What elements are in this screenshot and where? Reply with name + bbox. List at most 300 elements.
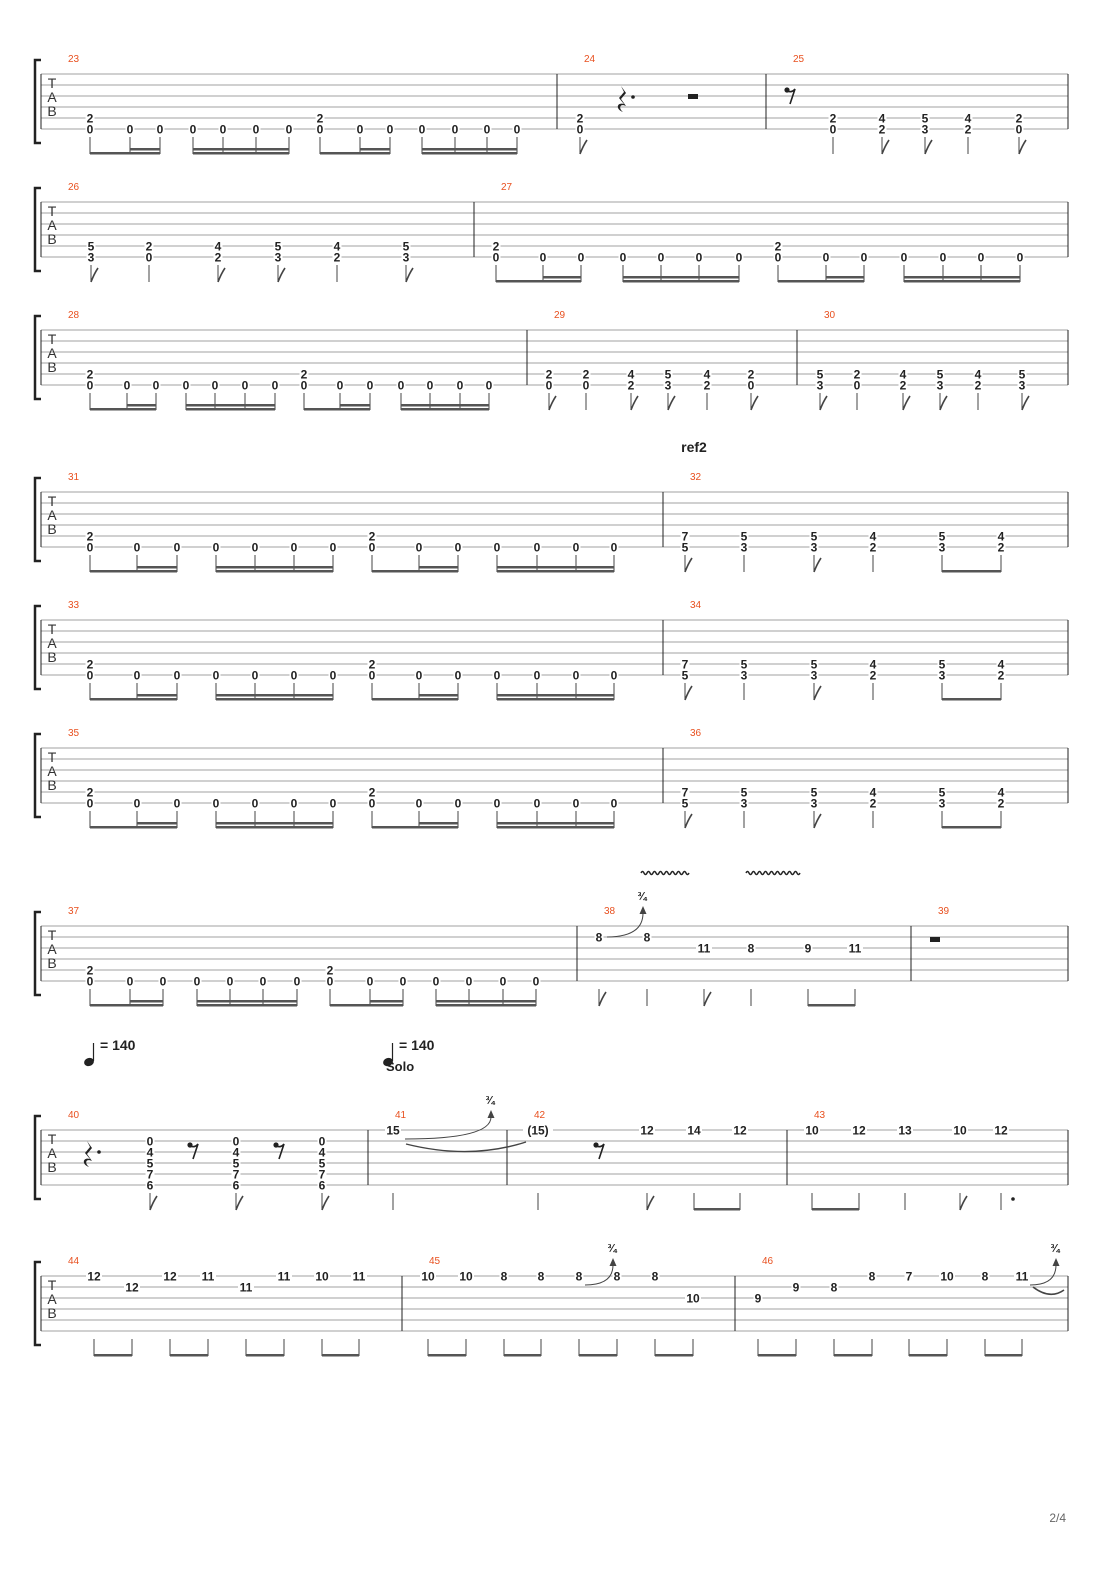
fret-number: 0 [483,122,491,137]
fret-number: 0 [454,540,462,555]
fret-number: 0 [293,974,301,989]
fret-number: 0 [368,796,376,811]
bar-number: 24 [584,54,596,65]
fret-number: 0 [193,974,201,989]
beam [193,152,289,155]
fret-number: 3 [938,796,946,811]
fret-number: 0 [173,668,181,683]
fret-number: 0 [356,122,364,137]
tab-clef-letter: T [47,203,57,219]
fret-number: 0 [159,974,167,989]
fret-number: 0 [285,122,293,137]
note-flag [903,396,910,410]
bar-number: 40 [68,1110,80,1121]
fret-number: 0 [212,540,220,555]
bar-number: 37 [68,906,80,917]
fret-number: 12 [163,1269,177,1284]
note-flag [406,268,413,282]
fret-number: 4 [899,367,907,382]
fret-number: 5 [810,785,818,800]
fret-number: 2 [1015,111,1023,126]
fret-number: 0 [582,378,590,393]
fret-number: 4 [214,239,222,254]
fret-number: 0 [533,540,541,555]
fret-number: 0 [829,122,837,137]
fret-number: 11 [1015,1269,1029,1284]
beam [372,570,458,573]
fret-number: 0 [513,122,521,137]
beam [186,404,275,407]
beam [834,1354,872,1357]
note-flag [549,396,556,410]
fret-number: 0 [133,540,141,555]
section-label: Solo [386,1059,415,1074]
system-bracket [35,1262,41,1345]
beam [942,826,1001,829]
fret-number: 9 [804,941,812,956]
fret-number: 5 [318,1156,326,1171]
beam [322,1354,359,1357]
beam [90,152,160,155]
fret-number: 3 [936,378,944,393]
fret-number: 4 [974,367,982,382]
fret-number: 7 [905,1269,913,1284]
tab-system [35,1262,1068,1357]
fret-number: 0 [432,974,440,989]
fret-number: 0 [485,378,493,393]
beam [137,566,177,569]
tab-clef-letter: T [47,1277,57,1293]
beam [401,408,489,411]
fret-number: 0 [451,122,459,137]
fret-number: 2 [997,668,1005,683]
fret-number: 0 [426,378,434,393]
system-bracket [35,1116,41,1199]
fret-number: 0 [133,796,141,811]
bend-amount: ¾ [637,891,647,903]
vibrato-mark [641,872,689,875]
fret-number: 2 [774,239,782,254]
fret-number: 14 [687,1123,701,1138]
fret-number: 3 [810,796,818,811]
fret-number: 7 [146,1167,154,1182]
fret-number: 0 [251,796,259,811]
fret-number: 8 [830,1280,838,1295]
fret-number: 0 [572,796,580,811]
bend-amount: ¾ [607,1243,617,1255]
bar-number: 31 [68,472,80,483]
fret-number: 5 [146,1156,154,1171]
bar-number: 39 [938,906,950,917]
fret-number: 8 [747,941,755,956]
note-flag [685,558,692,572]
bar-number: 46 [762,1256,774,1267]
fret-number: 0 [532,974,540,989]
fret-number: 0 [173,540,181,555]
fret-number: 4 [997,529,1005,544]
fret-number: 0 [572,540,580,555]
fret-number: 3 [740,668,748,683]
beam [137,822,177,825]
beam [497,694,614,697]
fret-number: 6 [318,1178,326,1193]
fret-number: 0 [123,378,131,393]
beam [130,148,160,151]
beam [330,1004,403,1007]
tab-clef-letter: A [47,635,57,651]
beam [419,566,458,569]
beam [401,404,489,407]
fret-number: 3 [816,378,824,393]
fret-number: 10 [686,1291,700,1306]
beam [419,822,458,825]
fret-number: 2 [86,657,94,672]
fret-number: 3 [740,540,748,555]
tab-clef-letter: A [47,763,57,779]
fret-number: 0 [146,1134,154,1149]
fret-number: 5 [740,657,748,672]
fret-number: 2 [829,111,837,126]
fret-number: 0 [399,974,407,989]
tab-clef-letter: A [47,217,57,233]
fret-number: 8 [613,1269,621,1284]
fret-number: 0 [232,1134,240,1149]
fret-number: 0 [576,122,584,137]
tab-system [35,188,1068,283]
fret-number: 0 [133,668,141,683]
fret-number: 0 [86,122,94,137]
tab-clef-letter: B [47,103,57,119]
fret-number: 0 [415,796,423,811]
tab-system [35,316,1068,411]
half-rest [930,937,940,942]
fret-number: 0 [366,378,374,393]
fret-number: 7 [681,529,689,544]
fret-number: 0 [545,378,553,393]
fret-number: 0 [853,378,861,393]
bend-arrow [1030,1265,1056,1285]
beam [197,1000,297,1003]
beam [216,694,333,697]
beam [372,698,458,701]
bar-number: 30 [824,310,836,321]
note-flag [925,140,932,154]
fret-number: 3 [1018,378,1026,393]
rhythm-dot [97,1150,101,1154]
fret-number: 0 [454,668,462,683]
fret-number: 2 [86,785,94,800]
rhythm-dot [631,95,635,99]
fret-number: 10 [315,1269,329,1284]
fret-number: 5 [938,657,946,672]
note-flag [647,1196,654,1210]
beam [216,698,333,701]
fret-number: 10 [953,1123,967,1138]
fret-number: 0 [126,974,134,989]
bar-number: 34 [690,600,702,611]
bar-number: 25 [793,54,805,65]
beam [137,694,177,697]
fret-number: 4 [703,367,711,382]
fret-number: 0 [173,796,181,811]
fret-number: 5 [681,796,689,811]
fret-number: 0 [86,974,94,989]
note-flag [218,268,225,282]
fret-number: 2 [300,367,308,382]
fret-number: 9 [754,1291,762,1306]
fret-number: 5 [921,111,929,126]
bar-number: 45 [429,1256,441,1267]
fret-number: 0 [152,378,160,393]
beam [216,822,333,825]
fret-number: 8 [537,1269,545,1284]
beam [985,1354,1022,1357]
fret-number: 11 [201,1269,215,1284]
fret-number: 5 [232,1156,240,1171]
fret-number: 0 [189,122,197,137]
fret-number: 2 [333,250,341,265]
note-flag [685,686,692,700]
fret-number: 0 [318,1134,326,1149]
note-flag [882,140,889,154]
fret-number: 0 [493,540,501,555]
fret-number: 2 [86,367,94,382]
bar-number: 28 [68,310,80,321]
system-bracket [35,912,41,995]
fret-number: 2 [869,540,877,555]
beam [623,280,739,283]
fret-number: 0 [366,974,374,989]
fret-number: 7 [232,1167,240,1182]
beam [372,826,458,829]
fret-number: 8 [595,930,603,945]
fret-number: 3 [938,540,946,555]
fret-number: 0 [610,668,618,683]
fret-number: 2 [214,250,222,265]
fret-number: 11 [848,941,862,956]
fret-number: 2 [368,529,376,544]
beam [497,566,614,569]
tab-clef-letter: A [47,345,57,361]
fret-number: 6 [232,1178,240,1193]
tempo-marking: = 140 [399,1037,435,1053]
fret-number: 0 [329,796,337,811]
beam [497,826,614,829]
tab-clef-letter: B [47,359,57,375]
beam [216,566,333,569]
fret-number: 5 [87,239,95,254]
fret-number: 2 [869,668,877,683]
note-flag [1022,396,1029,410]
bend-arrow [610,1258,617,1266]
bend-arrow [405,1117,491,1139]
fret-number: 0 [86,796,94,811]
beam [422,148,517,151]
fret-number: 0 [329,668,337,683]
bend-arrow [1053,1258,1060,1266]
fret-number: 11 [239,1280,253,1295]
fret-number: 7 [318,1167,326,1182]
fret-number: 0 [533,796,541,811]
tab-clef-letter: B [47,521,57,537]
beam [90,1004,163,1007]
beam [94,1354,132,1357]
fret-number: 2 [997,796,1005,811]
fret-number: 2 [86,529,94,544]
bar-number: 43 [814,1110,826,1121]
fret-number: 4 [333,239,341,254]
fret-number: 0 [386,122,394,137]
fret-number: 4 [627,367,635,382]
note-flag [580,140,587,154]
bar-number: 41 [395,1110,407,1121]
bar-number: 32 [690,472,702,483]
fret-number: 0 [251,540,259,555]
note-flag [685,814,692,828]
fret-number: 4 [318,1145,326,1160]
fret-number: 0 [493,668,501,683]
bar-number: 23 [68,54,80,65]
note-flag [814,558,821,572]
tab-clef-letter: T [47,1131,57,1147]
quarter-rest [618,86,626,112]
note-flag [960,1196,967,1210]
fret-number: 5 [938,785,946,800]
fret-number: 5 [681,668,689,683]
fret-number: 3 [402,250,410,265]
fret-number: 0 [368,668,376,683]
fret-number: 0 [271,378,279,393]
beam [436,1004,536,1007]
bar-number: 33 [68,600,80,611]
fret-number: 0 [86,540,94,555]
fret-number: 0 [300,378,308,393]
beam [543,276,581,279]
beam [186,408,275,411]
fret-number: 12 [640,1123,654,1138]
note-flag [814,686,821,700]
fret-number: 2 [145,239,153,254]
fret-number: 12 [87,1269,101,1284]
beam [370,1000,403,1003]
fret-number: 0 [415,540,423,555]
fret-number: 11 [277,1269,291,1284]
fret-number: 0 [329,540,337,555]
tab-clef-letter: B [47,777,57,793]
fret-number: 4 [997,785,1005,800]
fret-number: 0 [211,378,219,393]
fret-number: 5 [936,367,944,382]
fret-number: 2 [974,378,982,393]
fret-number: 10 [940,1269,954,1284]
fret-number: 2 [703,378,711,393]
fret-number: 5 [681,540,689,555]
beam [504,1354,541,1357]
note-flag [236,1196,243,1210]
beam [419,694,458,697]
bend-arrow [585,1265,613,1285]
note-flag [940,396,947,410]
fret-number: 8 [868,1269,876,1284]
tab-clef-letter: T [47,75,57,91]
beam [90,408,156,411]
tab-clef-letter: T [47,927,57,943]
beam [496,280,581,283]
beam [579,1354,617,1357]
beam [942,570,1001,573]
beam [422,152,517,155]
fret-number: 8 [643,930,651,945]
fret-number: 4 [146,1145,154,1160]
fret-number: 5 [402,239,410,254]
fret-number: 0 [290,796,298,811]
fret-number: (15) [527,1123,549,1138]
fret-number: 0 [219,122,227,137]
fret-number: 5 [664,367,672,382]
system-bracket [35,478,41,561]
note-flag [820,396,827,410]
fret-number: 3 [921,122,929,137]
fret-number: 0 [145,250,153,265]
beam [90,570,177,573]
fret-number: 0 [326,974,334,989]
fret-number: 0 [156,122,164,137]
fret-number: 12 [125,1280,139,1295]
bend-amount: ¾ [485,1095,495,1107]
bar-number: 29 [554,310,566,321]
fret-number: 0 [619,250,627,265]
fret-number: 10 [459,1269,473,1284]
note-flag [704,992,711,1006]
fret-number: 0 [977,250,985,265]
fret-number: 0 [316,122,324,137]
tab-clef-letter: T [47,621,57,637]
note-flag [1019,140,1026,154]
fret-number: 6 [146,1178,154,1193]
fret-number: 2 [368,785,376,800]
system-bracket [35,734,41,817]
fret-number: 2 [853,367,861,382]
beam [497,822,614,825]
fret-number: 2 [747,367,755,382]
bend-arrow [640,906,647,914]
fret-number: 2 [869,796,877,811]
bar-number: 35 [68,728,80,739]
fret-number: 11 [697,941,711,956]
fret-number: 2 [316,111,324,126]
fret-number: 2 [368,657,376,672]
fret-number: 2 [86,111,94,126]
fret-number: 0 [290,540,298,555]
fret-number: 7 [681,657,689,672]
fret-number: 12 [733,1123,747,1138]
fret-number: 0 [415,668,423,683]
tab-system [35,912,1068,1007]
beam [436,1000,536,1003]
tab-clef-letter: B [47,649,57,665]
system-bracket [35,606,41,689]
fret-number: 0 [747,378,755,393]
tab-clef-letter: B [47,955,57,971]
fret-number: 0 [533,668,541,683]
beam [655,1354,693,1357]
fret-number: 0 [610,540,618,555]
fret-number: 12 [852,1123,866,1138]
beam [826,276,864,279]
note-flag [278,268,285,282]
fret-number: 8 [651,1269,659,1284]
fret-number: 0 [610,796,618,811]
